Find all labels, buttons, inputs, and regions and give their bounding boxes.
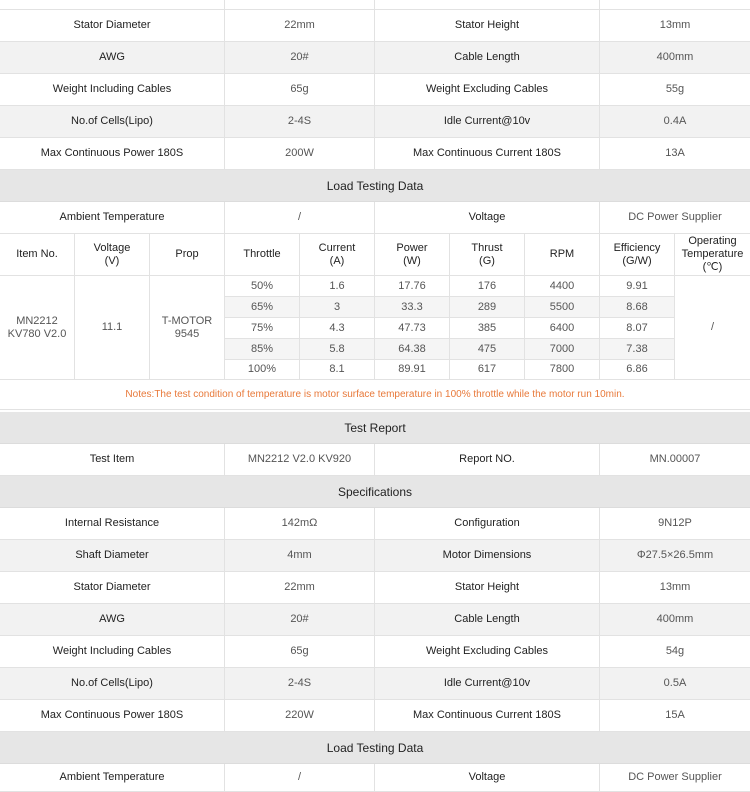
spec-label: Weight Excluding Cables xyxy=(375,636,600,667)
spec-value: 2-4S xyxy=(225,668,375,699)
spec-value: 220W xyxy=(225,700,375,731)
spec-label: Idle Current@10v xyxy=(375,106,600,137)
spec-value: 20# xyxy=(225,604,375,635)
spec-label: Weight Including Cables xyxy=(0,636,225,667)
col-power: Power (W) xyxy=(375,234,450,275)
spec-value: 13A xyxy=(665,147,685,159)
spec-label: AWG xyxy=(0,42,225,73)
spec-row xyxy=(0,106,750,138)
spec-row xyxy=(0,508,750,540)
spec-label: Max Continuous Current 180S xyxy=(375,138,600,169)
spec-value: 20# xyxy=(225,42,375,73)
load-test-table xyxy=(0,234,750,380)
col-rpm: RPM xyxy=(525,234,600,275)
spec-label: AWG xyxy=(0,604,225,635)
spec-value: 200W xyxy=(225,138,375,169)
voltage-value: DC Power Supplier xyxy=(628,771,722,783)
spec-value: 4mm xyxy=(225,540,375,571)
ambient-label: Ambient Temperature xyxy=(0,764,225,791)
spec-label: No.of Cells(Lipo) xyxy=(0,668,225,699)
spec-row xyxy=(0,668,750,700)
table-row: 75% 4.3 47.73 385 6400 8.07 xyxy=(225,318,675,339)
spec-value: 9N12P xyxy=(658,517,692,529)
voltage-value: DC Power Supplier xyxy=(628,211,722,223)
spec-value: 65g xyxy=(225,74,375,105)
ambient-label: Ambient Temperature xyxy=(0,202,225,233)
spec-label: Max Continuous Current 180S xyxy=(375,700,600,731)
section-header-load-testing-2: Load Testing Data xyxy=(0,732,750,764)
table-row: 100% 8.1 89.91 617 7800 6.86 xyxy=(225,360,675,380)
ambient-voltage-row-2 xyxy=(0,764,750,792)
col-voltage: Voltage (V) xyxy=(75,234,150,275)
table-row: 65% 3 33.3 289 5500 8.68 xyxy=(225,297,675,318)
ambient-voltage-row xyxy=(0,202,750,234)
voltage-label: Voltage xyxy=(375,202,600,233)
ambient-value: / xyxy=(225,764,375,791)
spec-row xyxy=(0,42,750,74)
spec-value: 54g xyxy=(665,645,685,657)
test-note: Notes:The test condition of temperature is motor surface temperature in 100% throttle while the motor run 10min. xyxy=(0,380,750,410)
col-current: Current (A) xyxy=(300,234,375,275)
spec-label: Stator Height xyxy=(375,572,600,603)
test-item-label: Test Item xyxy=(0,444,225,475)
spec-label: Shaft Diameter xyxy=(0,540,225,571)
spec-label: Stator Diameter xyxy=(0,572,225,603)
report-no-label: Report NO. xyxy=(375,444,600,475)
test-item-value: MN2212 V2.0 KV920 xyxy=(225,444,375,475)
section-header-load-testing: Load Testing Data xyxy=(0,170,750,202)
spec-label: Cable Length xyxy=(375,42,600,73)
spec-label: Stator Height xyxy=(375,10,600,41)
spec-row xyxy=(0,0,750,10)
ambient-value: / xyxy=(225,202,375,233)
op-temp-cell: / xyxy=(675,276,750,380)
col-throttle: Throttle xyxy=(225,234,300,275)
spec-value: 400mm xyxy=(656,51,694,63)
col-item-no: Item No. xyxy=(0,234,75,275)
voltage-label: Voltage xyxy=(375,764,600,791)
table-row: 85% 5.8 64.38 475 7000 7.38 xyxy=(225,339,675,360)
top-spec-table xyxy=(0,0,750,170)
spec-label: Cable Length xyxy=(375,604,600,635)
spec-label: Weight Excluding Cables xyxy=(375,74,600,105)
report-no-value: MN.00007 xyxy=(649,453,701,465)
spec-label: Weight Including Cables xyxy=(0,74,225,105)
spec-row xyxy=(0,540,750,572)
spec-label: Stator Diameter xyxy=(0,10,225,41)
load-test-header-row xyxy=(0,234,750,276)
col-prop: Prop xyxy=(150,234,225,275)
spec-label: Max Continuous Power 180S xyxy=(0,138,225,169)
spec-row xyxy=(0,138,750,170)
voltage-cell: 11.1 xyxy=(75,276,150,380)
spec-value: 55g xyxy=(665,83,685,95)
spec-value: 13mm xyxy=(659,19,691,31)
spec-value: 22mm xyxy=(225,572,375,603)
prop-cell: T-MOTOR 9545 xyxy=(150,276,225,380)
spec-value: Φ27.5×26.5mm xyxy=(636,549,714,561)
spec-label: Internal Resistance xyxy=(0,508,225,539)
section-header-test-report: Test Report xyxy=(0,412,750,444)
spec-label: Configuration xyxy=(375,508,600,539)
spec-value: 400mm xyxy=(656,613,694,625)
table-row: 50% 1.6 17.76 176 4400 9.91 xyxy=(225,276,675,297)
spec-label: Motor Dimensions xyxy=(375,540,600,571)
spec-value: 142mΩ xyxy=(225,508,375,539)
spec-row xyxy=(0,74,750,106)
spec-value: 0.5A xyxy=(663,677,687,689)
col-op-temp: Operating Temperature (℃) xyxy=(681,235,744,273)
spec-row xyxy=(0,10,750,42)
spec-value: 15A xyxy=(665,709,685,721)
spec-label: No.of Cells(Lipo) xyxy=(0,106,225,137)
spec-value: 65g xyxy=(225,636,375,667)
spec-label: Max Continuous Power 180S xyxy=(0,700,225,731)
spec-row xyxy=(0,636,750,668)
spec-label: Idle Current@10v xyxy=(375,668,600,699)
spec-row xyxy=(0,572,750,604)
section-header-specifications: Specifications xyxy=(0,476,750,508)
test-report-row xyxy=(0,444,750,476)
spec-value: 22mm xyxy=(225,10,375,41)
spec-row xyxy=(0,700,750,732)
item-no-cell: MN2212 KV780 V2.0 xyxy=(0,276,75,380)
col-thrust: Thrust (G) xyxy=(450,234,525,275)
spec-value: 2-4S xyxy=(225,106,375,137)
spec-value: 0.4A xyxy=(663,115,687,127)
col-efficiency: Efficiency (G/W) xyxy=(600,234,675,275)
spec-row xyxy=(0,604,750,636)
spec-value: 13mm xyxy=(659,581,691,593)
